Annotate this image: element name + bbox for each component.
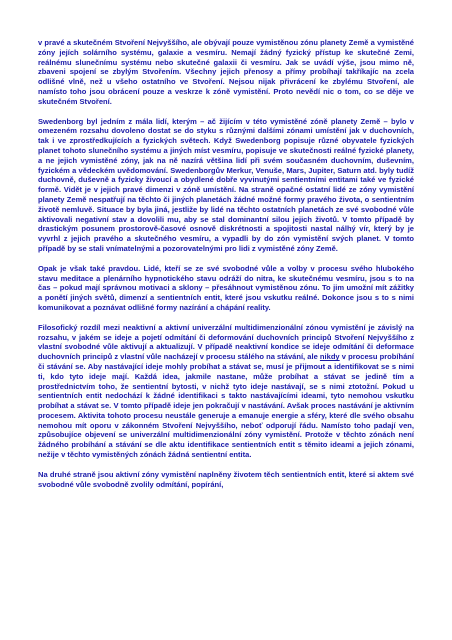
paragraph-2: Swedenborg byl jedním z mála lidí, kterým – ač žijícím v této vymistěné zóně planety Země – bylo v omezeném rozsahu dovoleno dostat se do styku s různými dalšími zónami umístění jak v duchovních, tak i ve zprostředkujících a fyzických světech. Když Swedenborg popisuje různé obyvatele fyzických planet tohoto slunečního systému a jiných míst vesmíru, popisuje ve skutečnosti reálné fyzické planety, a ne jejich vymistěné zóny, jak na ně nazírá většina lidí při svém současném duchovním, duševním, fyzickém a vědeckém uvědomování. Swedenborgův Merkur, Venuše, Mars, Jupiter, Saturn atd. byly tudíž duchovně, duševně a fyzicky živoucí a obydlené dobře vyvinutými sentientními entitami také ve fyzické formě. Vidět je v jejich pravé dimenzi v zóně umístění. Na straně opačné ostatní lidé ze zóny vymistění planety Země nespatřují na těchto či jiných planetách žádné možné formy pravého života, o sentientním životě nemluvě. Situace by byla jiná, jestliže by lidé na těchto ostatních planetách ze své svobodné vůle aktivovali negativní stav a dovolili mu, aby se stal dominantní silou jejich životů. V tomto případě by drastickým posunem prostorově-časové osnově diskrétnosti a spojitosti nastal nálhý vír, který by je vyvrhl z jejich pravého a skutečného vesmíru, a vypadli by do zón vymistění svých planet. V tomto případě by se stali vnímatelnými a pozorovatelnými pro lidi z vymistěné zóny Země. [38, 116, 414, 253]
document-page [38, 38, 414, 489]
paragraph-5: Na druhé straně jsou aktivní zóny vymistění naplněny životem těch sentientních entit, které si aktem své svobodné vůle svobodně zvolily odmítání, popírání, [38, 469, 414, 489]
paragraph-3: Opak je však také pravdou. Lidé, kteří se ze své svobodné vůle a volby v procesu svého hlubokého stavu meditace a plenárního hypnotického stavu odráží do nitra, ke skutečnému vesmíru, jsou s to na čas – pokud mají správnou motivaci a sklony – přesáhnout vymistěnou zónu. To jim umožní mít zážitky a ponětí jiných světů, dimenzí a sentientních entit, které jsou vskutku reálné. Dokonce jsou s to s nimi komunikovat a poznávat odlišné formy nazírání a chápání reality. [38, 263, 414, 312]
paragraph-4: Filosofický rozdíl mezi neaktivní a aktivní univerzální multidimenzionální zónou vymistění je závislý na rozsahu, v jakém se ideje a pojetí odmítání či deformování duchovních principů Stvoření Nejvyššího z vlastní svobodné vůle aktivují a aktualizují. V případě neaktivní kondice se ideje odmítání či deformace duchovních principů z vlastní vůle nacházejí v procesu stálého na stávání, ale nikdy v procesu probíhání či stávání se. Aby nastávající ideje mohly probíhat a stávat se, musí je přijmout a identifikovat se s nimi ti, kdo tyto ideje mají. Každá idea, jakmile nastane, může probíhat a stávat se jedině tím a prostřednictvím toho, že sentientní bytosti, v nichž tyto ideje nastávají, se s nimi ztotožní. Pokud u sentientních entit nedochází k žádné identifikaci s takto nastávajícími ideami, tyto nemohou vskutku probíhat a stávat se. V tomto případě ideje jen pokračují v nastávání. Avšak proces nastávání je aktivním procesem. Aktivita tohoto procesu neustále generuje a emanuje energie a sféry, které dle svého obsahu nemohou mít oporu v zákonném Stvoření Nejvyššího, neboť odporují řádu. Namísto toho padají ven, způsobujíce objevení se univerzální multidimenzionální zóny vymistění. Protože v těchto zónách není žádného probíhání a stávání se dle aktu identifikace sentientních entit s těmito ideami a jejich zónami, nežije v těchto vymistěných zónách žádná sentientní entita. [38, 322, 414, 460]
underlined-word: nikdy [319, 352, 340, 362]
paragraph-1: v pravé a skutečném Stvoření Nejvyššího, ale obývají pouze vymistěnou zónu planety Země a vymistěné zóny jejích solárního systému, galaxie a vesmíru. Nemají žádný fyzický přístup ke skutečné Zemi, reálnému slunečnímu systému nebo skutečné galaxii či vesmíru. Jak se uvádí výše, jsou mimo ně, zbaveni spojení se zbylým Stvořením. Všechny jejich přenosy a přímy probíhají takříkajíc na zcela odlišné vlně, než u všeho ostatního ve Stvoření. Nejsou nijak přivrácení ke zbylému Stvoření, ale namísto toho jsou obrácení pouze a veskrze k zóně vymistění. Proto nevědí nic o tom, co se děje ve skutečném Stvoření. [38, 38, 414, 106]
